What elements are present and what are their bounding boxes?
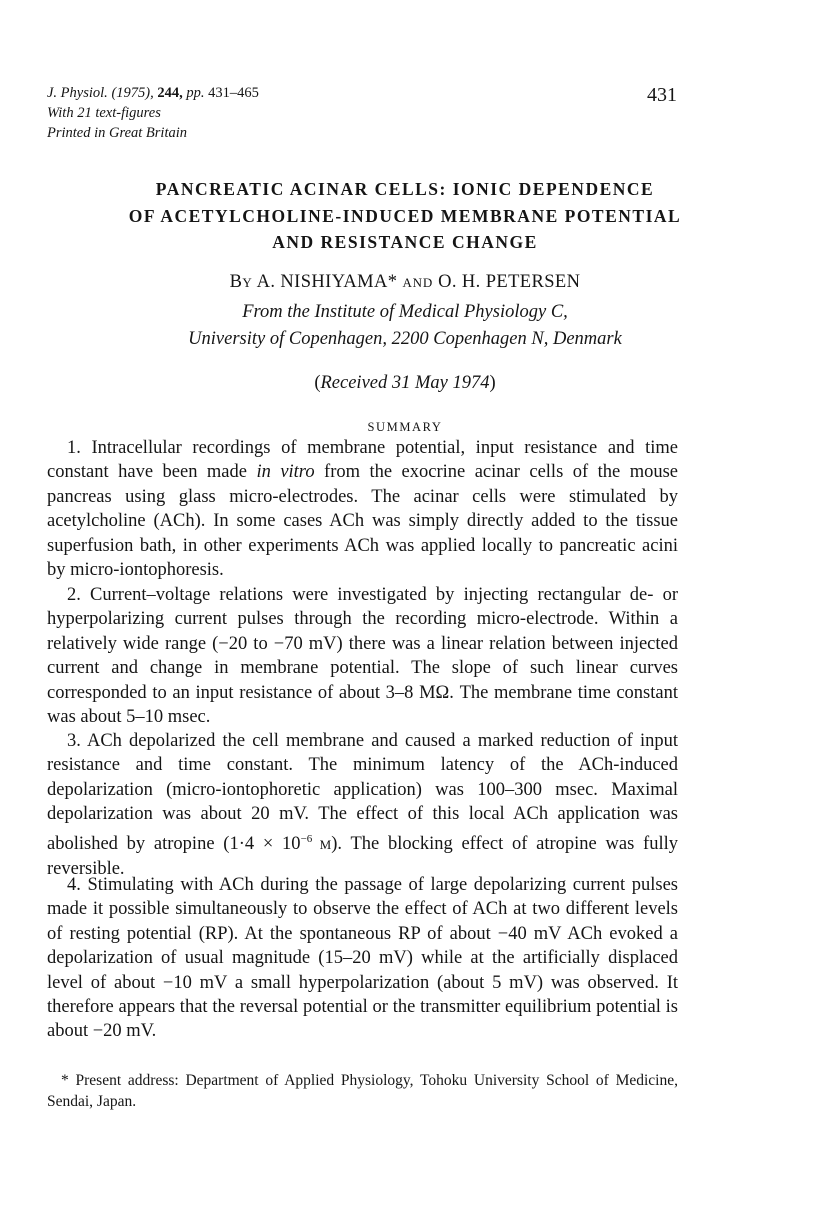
title-line: PANCREATIC ACINAR CELLS: IONIC DEPENDENCE xyxy=(155,179,655,199)
affiliation-line: From the Institute of Medical Physiology C, xyxy=(242,302,568,322)
byline-and: AND xyxy=(402,275,434,290)
p1-italic: in vitro xyxy=(256,462,315,483)
p3-text-after: ). The blocking effect of atropine was fully reversible. xyxy=(47,833,678,880)
journal-name: J. Physiol. xyxy=(47,85,108,101)
journal-year: (1975), xyxy=(111,85,154,101)
affiliation xyxy=(40,299,770,353)
p3-text: 3. ACh depolarized the cell membrane and caused a marked reduction of input resistance and time constant. The minimum latency of the ACh-induced depolarization (micro-iontophoretic application) was 100–300 msec. Maximal depolarization was about 20 mV. The effect of this local ACh application was abolished by atropine (1·4 × 10 xyxy=(47,731,678,854)
summary-paragraph-1 xyxy=(47,436,678,582)
p1-text: 1. Intracellular recordings of membrane potential, input resistance and time constant have been made xyxy=(47,438,678,483)
received-paren-close: ) xyxy=(489,373,496,393)
p3-exponent: −6 xyxy=(300,832,313,845)
byline-by: B xyxy=(229,272,243,292)
received-text: Received 31 May 1974 xyxy=(320,373,490,393)
author-byline xyxy=(40,268,770,297)
received-paren-open: ( xyxy=(314,373,321,393)
received-date xyxy=(40,370,770,396)
summary-heading: SUMMARY xyxy=(367,420,443,434)
article-title xyxy=(40,176,770,256)
affiliation-line: University of Copenhagen, 2200 Copenhagen N, Denmark xyxy=(188,329,622,349)
author-2: O. H. PETERSEN xyxy=(438,272,581,292)
footnote: * Present address: Department of Applied Physiology, Tohoku University School of Medicine, Sendai, Japan. xyxy=(47,1072,678,1110)
page-number: 431 xyxy=(647,84,677,106)
printed-note: Printed in Great Britain xyxy=(47,125,188,141)
pages-label: pp. xyxy=(186,85,205,101)
journal-volume: 244, xyxy=(157,85,183,101)
summary-paragraph-4: 4. Stimulating with ACh during the passage of large depolarizing current pulses made it possible simultaneously to observe the effect of ACh at two different levels of resting potential (RP). At the spontaneous RP of about −40 mV ACh evoked a depolarization of usual magnitude (15–20 mV) while at the artificially displaced level of about −10 mV a small hyperpolarization (about 5 mV) was observed. It therefore appears that the reversal potential or the transmitter equilibrium potential is about −20 mV. xyxy=(47,875,678,1042)
title-line: OF ACETYLCHOLINE-INDUCED MEMBRANE POTENTIAL xyxy=(128,205,682,226)
citation-line xyxy=(47,83,259,103)
author-1: A. NISHIYAMA* xyxy=(256,272,398,292)
journal-pages: 431–465 xyxy=(208,85,259,101)
journal-citation xyxy=(47,83,259,143)
p1-text-after: from the exocrine acinar cells of the mouse pancreas using glass micro-electrodes. The acinar cells were stimulated by acetylcholine (ACh). In some cases ACh was simply directly added to the tissue superfusion bath, in other experiments ACh was applied locally to pancreatic acini by micro-iontophoresis. xyxy=(47,462,678,581)
byline-by-small: Y xyxy=(242,275,253,290)
p3-unit: M xyxy=(312,836,332,852)
figures-note: With 21 text-figures xyxy=(47,105,161,121)
summary-paragraph-3 xyxy=(47,729,678,882)
title-line: AND RESISTANCE CHANGE xyxy=(272,232,538,252)
summary-paragraph-2: 2. Current–voltage relations were investigated by injecting rectangular de- or hyperpolarizing current pulses through the recording micro-electrode. Within a relatively wide range (−20 to −70 mV) there was a linear relation between injected current and change in membrane potential. The slope of such linear curves corresponded to an input resistance of about 3–8 MΩ. The membrane time constant was about 5–10 msec. xyxy=(47,585,678,728)
